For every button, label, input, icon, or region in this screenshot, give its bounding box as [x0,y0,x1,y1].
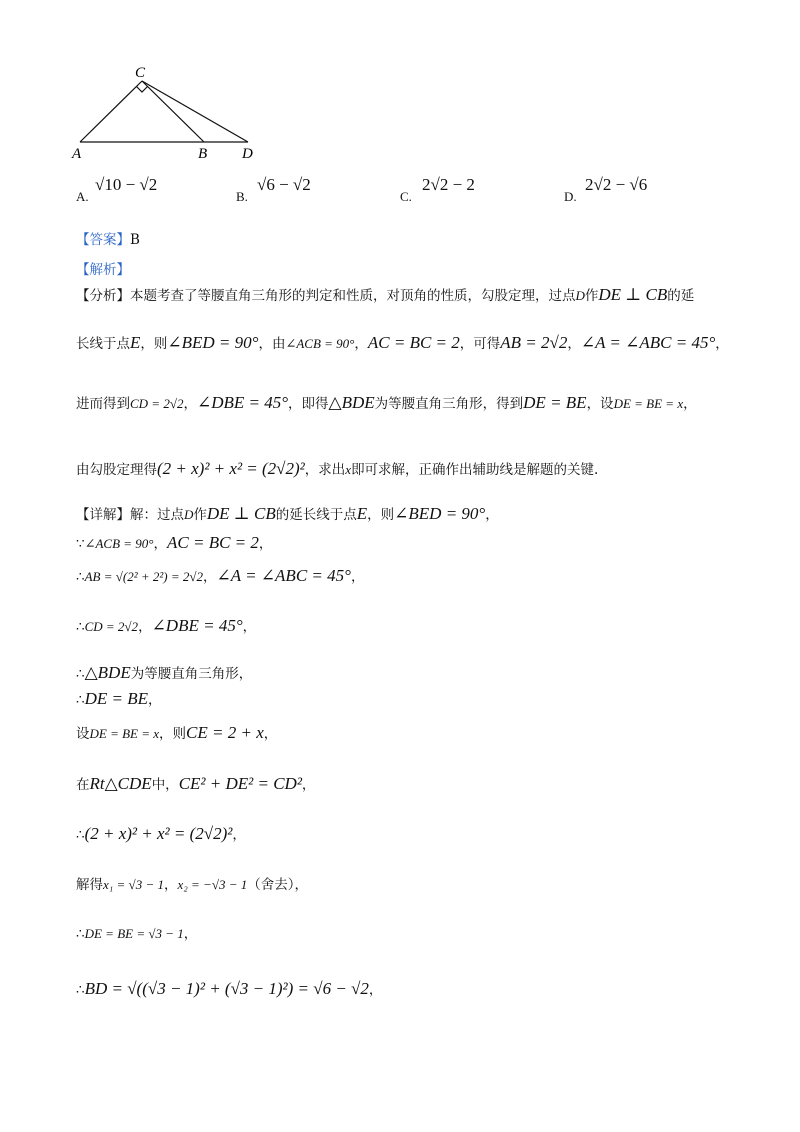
detail-line-7: 设DE = BE = x，则CE = 2 + x， [76,723,278,742]
detail-line-4: ∴CD = 2√2，∠DBE = 45°， [76,616,257,635]
triangle-figure [60,60,280,165]
fenxi-line-1: 【分析】本题考查了等腰直角三角形的判定和性质，对顶角的性质，勾股定理，过点D作DE ⊥ CB的延 [76,285,695,304]
answer-value: B [130,232,140,248]
option-d-letter: D. [564,189,577,204]
detail-line-8: 在Rt△CDE中，CE² + DE² = CD²， [76,774,316,793]
right-angle-mark [137,87,148,93]
label-d: D [242,146,253,162]
fenxi-line-3: 进而得到CD = 2√2，∠DBE = 45°，即得△BDE为等腰直角三角形，得到DE = BE，设DE = BE = x， [76,393,697,412]
fenxi-line-2: 长线于点E，则∠BED = 90°，由∠ACB = 90°，AC = BC = 2，可得AB = 2√2，∠A = ∠ABC = 45°， [76,333,729,352]
option-c-value: 2√2 − 2 [422,175,475,194]
answer-line [76,228,140,248]
detail-line-12: ∴BD = √((√3 − 1)² + (√3 − 1)²) = √6 − √2， [76,979,383,998]
detail-line-6: ∴DE = BE， [76,689,162,708]
detail-line-9: ∴(2 + x)² + x² = (2√2)²， [76,824,246,843]
analysis-tag: 【解析】 [76,262,130,278]
option-d-value: 2√2 − √6 [585,175,648,194]
label-c: C [135,65,146,81]
detail-line-1: 【详解】解：过点D作DE ⊥ CB的延长线于点E，则∠BED = 90°， [76,504,499,523]
detail-line-2: ∵∠ACB = 90°，AC = BC = 2， [76,533,273,552]
fenxi-line-4: 由勾股定理得(2 + x)² + x² = (2√2)²，求出x即可求解，正确作出辅助线是解题的关键. [76,459,599,478]
detail-line-5: ∴△BDE为等腰直角三角形， [76,663,253,682]
option-c-letter: C. [400,189,412,204]
option-a-value: √10 − √2 [95,175,158,194]
answer-tag: 【答案】 [76,232,130,248]
segment-ca [80,81,142,142]
label-a: A [72,146,82,162]
option-a-letter: A. [76,189,89,204]
detail-line-10: 解得x₁ = √3 − 1，x₂ = −√3 − 1（舍去）， [76,877,308,893]
option-b-letter: B. [236,189,248,204]
detail-line-11: ∴DE = BE = √3 − 1， [76,926,198,942]
option-b-value: √6 − √2 [257,175,311,194]
detail-line-3: ∴AB = √(2² + 2²) = 2√2，∠A = ∠ABC = 45°， [76,566,365,585]
label-b: B [198,146,208,162]
